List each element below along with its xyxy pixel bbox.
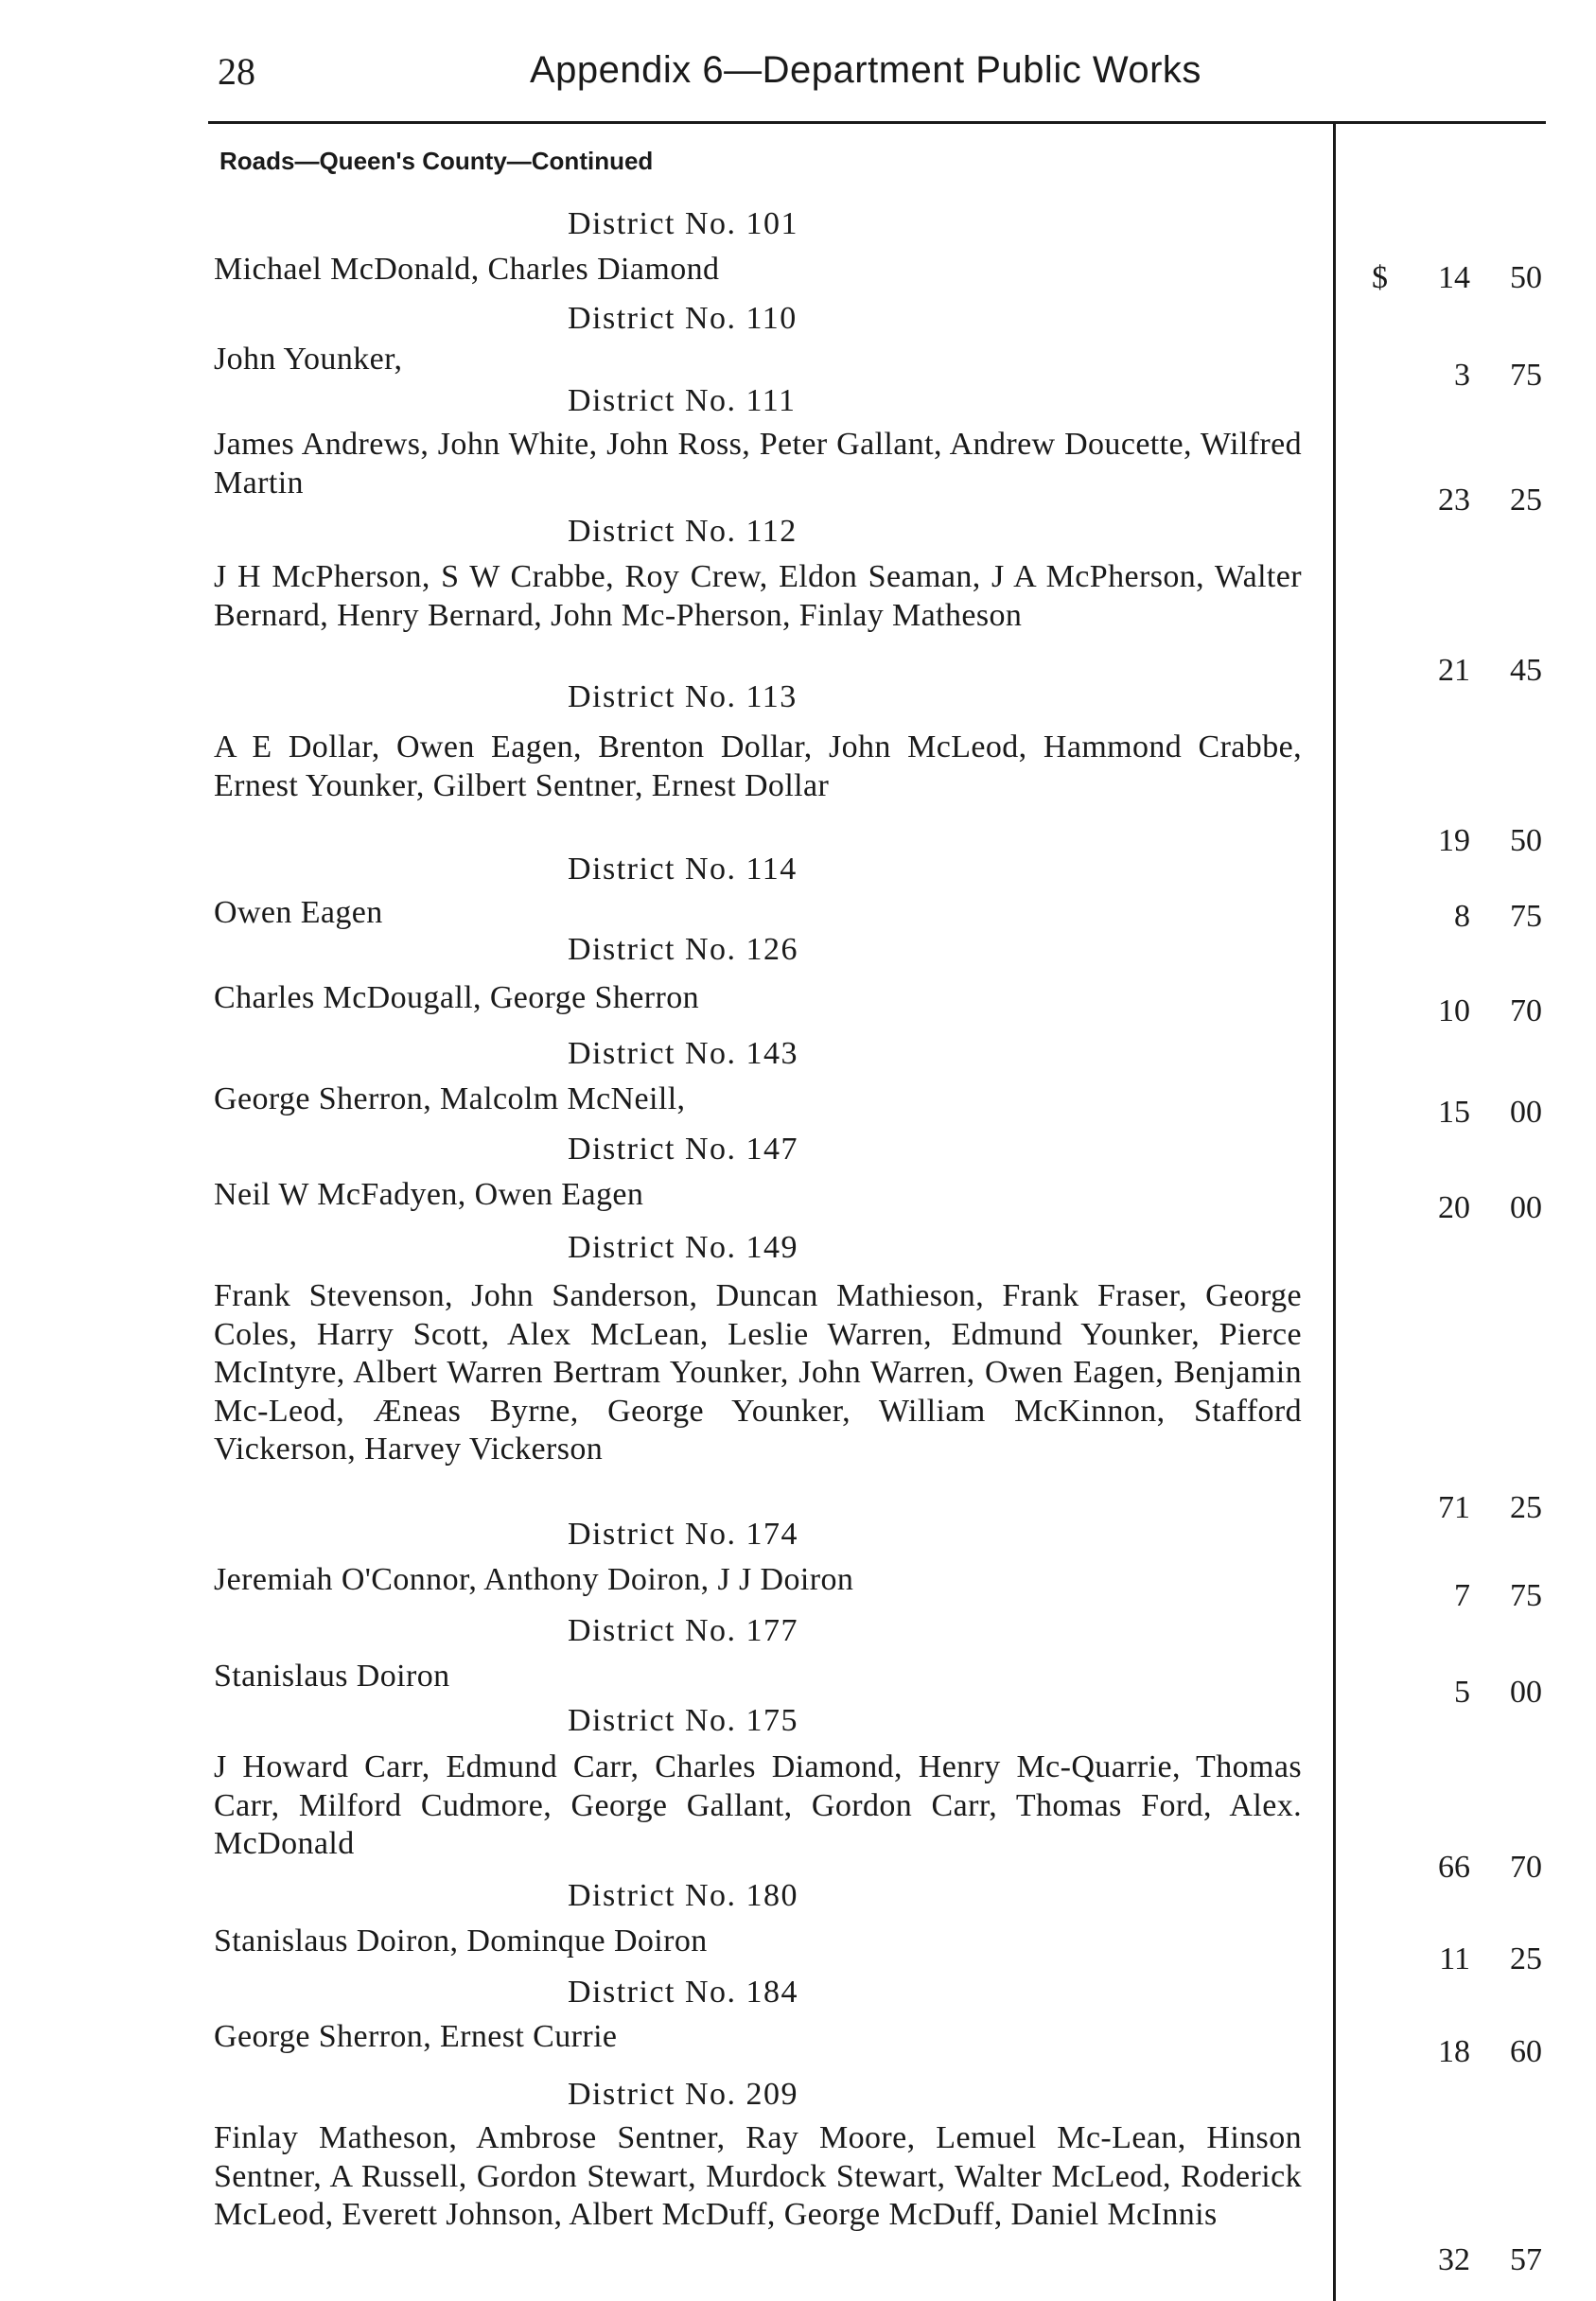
amount-dollars: 14 bbox=[1438, 260, 1470, 295]
amount-dollars: 19 bbox=[1438, 823, 1470, 858]
amount-dollars: 66 bbox=[1438, 1850, 1470, 1885]
district-names: Michael McDonald, Charles Diamond bbox=[214, 252, 720, 287]
district-amount bbox=[1353, 1675, 1542, 1711]
district-names: Frank Stevenson, John Sanderson, Duncan Mathieson, Frank Fraser, George Coles, Harry Scott, Alex McLean, Leslie Warren, Edmund Younker, Pierce McIntyre, Albert Warren Bertram Younker, John Warren, Owen Eagen, Benjamin Mc-Leod, Æneas Byrne, George Younker, William McKinnon, Stafford Vickerson, Harvey Vickerson bbox=[214, 1278, 1302, 1467]
district-heading: District No. 111 bbox=[568, 383, 797, 418]
district-names: A E Dollar, Owen Eagen, Brenton Dollar, John McLeod, Hammond Crabbe, Ernest Younker, Gilbert Sentner, Ernest Dollar bbox=[214, 729, 1302, 803]
amount-cents: 50 bbox=[1510, 823, 1542, 858]
district-heading: District No. 180 bbox=[568, 1878, 799, 1913]
district-heading: District No. 184 bbox=[568, 1975, 799, 2010]
amount-dollars: 5 bbox=[1454, 1675, 1470, 1710]
amount-dollars: 7 bbox=[1454, 1578, 1470, 1613]
amount-cents: 00 bbox=[1510, 1095, 1542, 1130]
amount-cents: 70 bbox=[1510, 1850, 1542, 1885]
district-heading: District No. 177 bbox=[568, 1613, 799, 1648]
district-amount bbox=[1353, 2034, 1542, 2070]
district-amount bbox=[1353, 1095, 1542, 1131]
amount-dollars: 21 bbox=[1438, 653, 1470, 688]
district-heading: District No. 113 bbox=[568, 679, 798, 714]
amount-dollars: 8 bbox=[1454, 899, 1470, 934]
district-amount bbox=[1353, 1190, 1542, 1226]
district-heading: District No. 114 bbox=[568, 852, 798, 887]
district-names: Stanislaus Doiron, Dominque Doiron bbox=[214, 1923, 708, 1958]
district-heading: District No. 175 bbox=[568, 1703, 799, 1738]
amount-dollars: 18 bbox=[1438, 2034, 1470, 2069]
district-names: George Sherron, Ernest Currie bbox=[214, 2019, 618, 2054]
amount-cents: 00 bbox=[1510, 1675, 1542, 1710]
amount-cents: 70 bbox=[1510, 993, 1542, 1028]
district-names: James Andrews, John White, John Ross, Peter Gallant, Andrew Doucette, Wilfred Martin bbox=[214, 427, 1302, 501]
district-names: Owen Eagen bbox=[214, 895, 383, 930]
district-names: J Howard Carr, Edmund Carr, Charles Diamond, Henry Mc-Quarrie, Thomas Carr, Milford Cudmore, George Gallant, Gordon Carr, Thomas Ford, Alex. McDonald bbox=[214, 1749, 1302, 1861]
amount-dollars: 71 bbox=[1438, 1490, 1470, 1525]
district-heading: District No. 149 bbox=[568, 1230, 799, 1265]
page-number: 28 bbox=[218, 50, 255, 93]
district-names: Charles McDougall, George Sherron bbox=[214, 980, 700, 1015]
amount-dollars: 3 bbox=[1454, 358, 1470, 393]
amount-cents: 45 bbox=[1510, 653, 1542, 688]
district-amount bbox=[1353, 1578, 1542, 1614]
amount-dollars: 23 bbox=[1438, 483, 1470, 518]
amount-cents: 57 bbox=[1510, 2242, 1542, 2277]
amount-cents: 60 bbox=[1510, 2034, 1542, 2069]
amount-cents: 00 bbox=[1510, 1190, 1542, 1225]
district-amount bbox=[1353, 993, 1542, 1029]
district-amount bbox=[1353, 2242, 1542, 2278]
amount-dollars: 10 bbox=[1438, 993, 1470, 1028]
district-heading: District No. 101 bbox=[568, 206, 799, 241]
district-amount bbox=[1353, 899, 1542, 935]
district-amount bbox=[1353, 1490, 1542, 1526]
amount-cents: 25 bbox=[1510, 483, 1542, 518]
district-names: Jeremiah O'Connor, Anthony Doiron, J J Doiron bbox=[214, 1562, 854, 1597]
district-heading: District No. 110 bbox=[568, 301, 798, 336]
district-amount bbox=[1353, 1850, 1542, 1886]
amount-dollars: 11 bbox=[1439, 1941, 1470, 1976]
amount-cents: 75 bbox=[1510, 1578, 1542, 1613]
district-heading: District No. 112 bbox=[568, 514, 798, 549]
amount-cents: 25 bbox=[1510, 1941, 1542, 1976]
district-names: Stanislaus Doiron bbox=[214, 1659, 450, 1694]
district-amount bbox=[1353, 358, 1542, 394]
district-amount bbox=[1353, 823, 1542, 859]
district-heading: District No. 147 bbox=[568, 1132, 799, 1167]
district-heading: District No. 126 bbox=[568, 932, 799, 967]
amount-dollars: 20 bbox=[1438, 1190, 1470, 1225]
district-amount bbox=[1353, 653, 1542, 689]
district-amount bbox=[1353, 483, 1542, 518]
district-names: J H McPherson, S W Crabbe, Roy Crew, Eldon Seaman, J A McPherson, Walter Bernard, Henry Bernard, John Mc-Pherson, Finlay Matheson bbox=[214, 559, 1302, 633]
section-title: Roads—Queen's County—Continued bbox=[219, 147, 654, 175]
district-heading: District No. 174 bbox=[568, 1517, 799, 1552]
amount-cents: 75 bbox=[1510, 899, 1542, 934]
amount-cents: 25 bbox=[1510, 1490, 1542, 1525]
amount-cents: 75 bbox=[1510, 358, 1542, 393]
currency-symbol: $ bbox=[1372, 260, 1388, 295]
amount-cents: 50 bbox=[1510, 260, 1542, 295]
amount-dollars: 15 bbox=[1438, 1095, 1470, 1130]
district-heading: District No. 143 bbox=[568, 1036, 799, 1071]
amount-dollars: 32 bbox=[1438, 2242, 1470, 2277]
running-title: Appendix 6—Department Public Works bbox=[530, 49, 1201, 91]
district-names: Neil W McFadyen, Owen Eagen bbox=[214, 1177, 644, 1212]
district-heading: District No. 209 bbox=[568, 2077, 799, 2112]
district-amount bbox=[1353, 1941, 1542, 1977]
district-names: Finlay Matheson, Ambrose Sentner, Ray Moore, Lemuel Mc-Lean, Hinson Sentner, A Russell, Gordon Stewart, Murdock Stewart, Walter McLeod, Roderick McLeod, Everett Johnson, Albert McDuff, George McDuff, Daniel McInnis bbox=[214, 2120, 1302, 2232]
district-names: John Younker, bbox=[214, 342, 403, 377]
district-names: George Sherron, Malcolm McNeill, bbox=[214, 1081, 686, 1116]
